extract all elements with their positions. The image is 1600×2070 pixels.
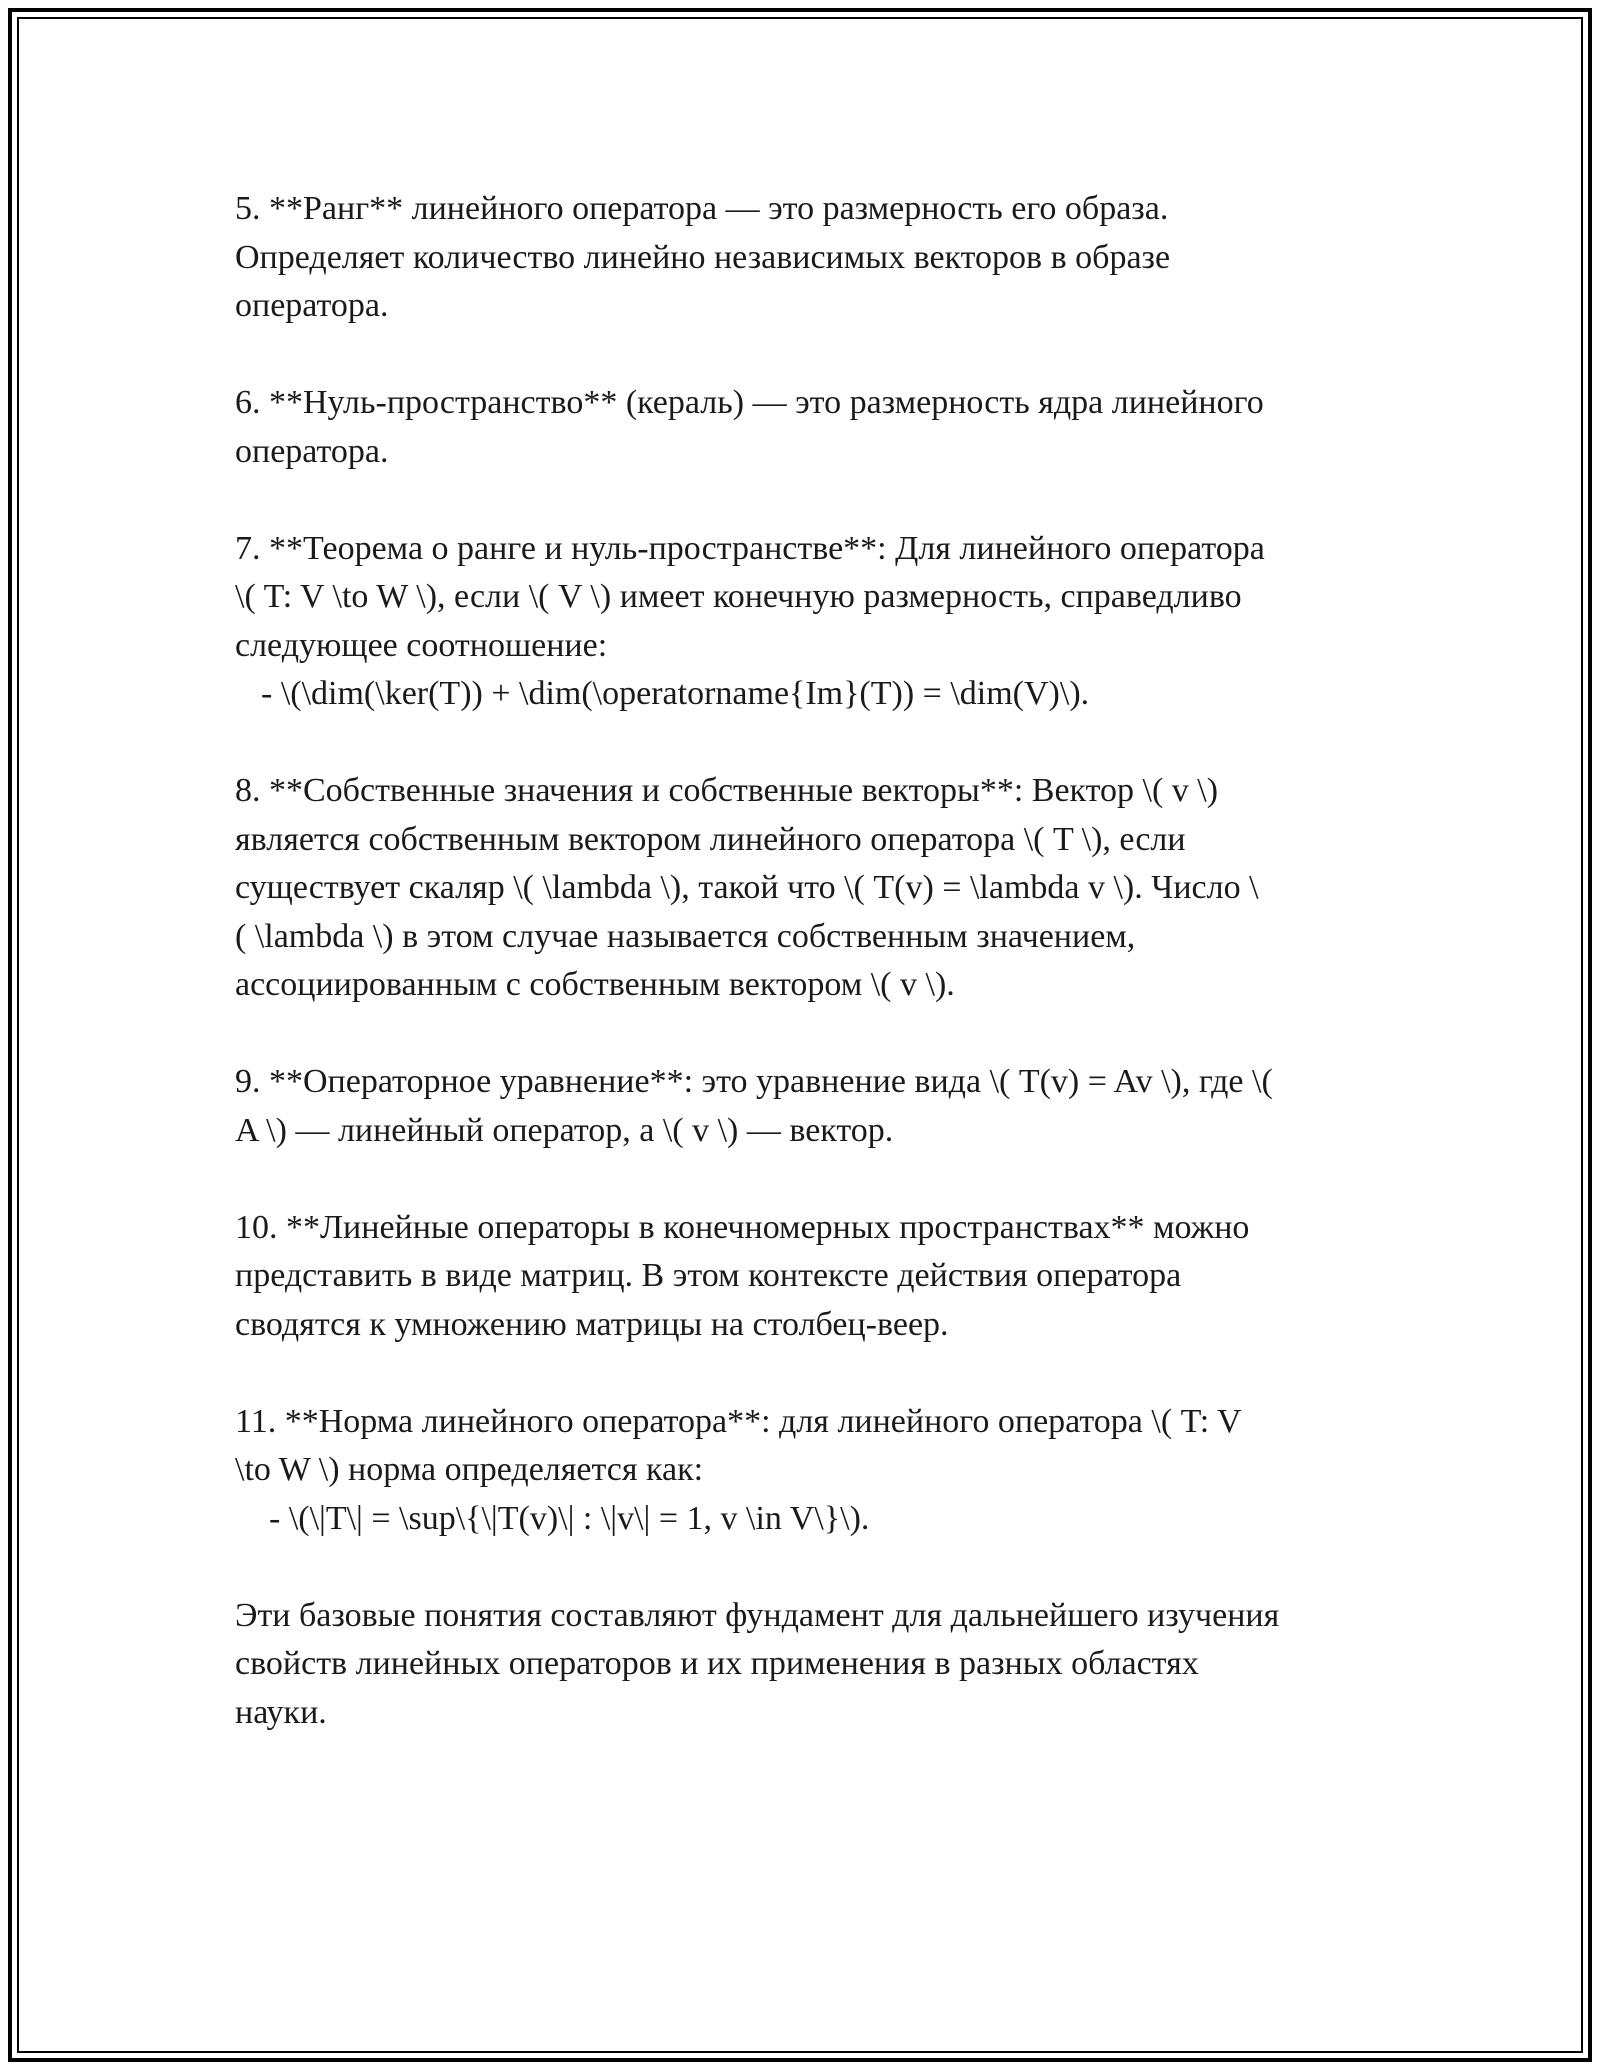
text-line: A \) — линейный оператор, а \( v \) — вектор. (235, 1111, 894, 1149)
text-line: свойств линейных операторов и их применения в разных областях (235, 1645, 1199, 1682)
text-line: сводятся к умножению матрицы на столбец-веер. (235, 1305, 949, 1343)
text-line: 9. **Операторное уравнение**: это уравнение вида \( T(v) = Av \), где \( (235, 1063, 1273, 1100)
paragraph-eigen (235, 767, 1385, 1010)
text-line: 10. **Линейные операторы в конечномерных пространствах** можно (235, 1208, 1250, 1246)
paragraph-matrices (235, 1204, 1385, 1350)
text-line: следующее соотношение: (235, 626, 608, 664)
text-line: 7. **Теорема о ранге и нуль-пространстве**: Для линейного оператора (235, 529, 1265, 567)
document-body (235, 185, 1385, 1786)
text-line: оператора. (235, 287, 389, 324)
text-line: существует скаляр \( \lambda \), такой что \( T(v) = \lambda v \). Число \ (235, 869, 1259, 906)
paragraph-rank (235, 185, 1385, 331)
text-line: 11. **Норма линейного оператора**: для линейного оператора \( T: V (235, 1402, 1242, 1440)
paragraph-rank-nullity-theorem (235, 525, 1385, 719)
formula-rank-nullity: - \(\dim(\ker(T)) + \dim(\operatorname{Im}(T)) = \dim(V)\). (261, 675, 1090, 712)
paragraph-null-space (235, 379, 1385, 476)
paragraph-conclusion (235, 1592, 1385, 1738)
text-line: ассоциированным с собственным вектором \( v \). (235, 966, 955, 1003)
text-line: 5. **Ранг** линейного оператора — это размерность его образа. (235, 190, 1169, 227)
text-line: науки. (235, 1693, 327, 1731)
paragraph-operator-norm (235, 1398, 1385, 1544)
formula-operator-norm: - \(\|T\| = \sup\{\|T(v)\| : \|v\| = 1, v \in V\}\). (269, 1499, 870, 1537)
paragraph-operator-equation (235, 1058, 1385, 1155)
text-line: \to W \) норма определяется как: (235, 1451, 704, 1488)
text-line: представить в виде матриц. В этом контексте действия оператора (235, 1257, 1182, 1294)
text-line: \( T: V \to W \), если \( V \) имеет конечную размерность, справедливо (235, 578, 1242, 615)
text-line: Определяет количество линейно независимых векторов в образе (235, 238, 1171, 276)
text-line: оператора. (235, 432, 389, 470)
text-line: является собственным вектором линейного оператора \( T \), если (235, 820, 1186, 858)
text-line: 8. **Собственные значения и собственные векторы**: Вектор \( v \) (235, 772, 1219, 809)
text-line: ( \lambda \) в этом случае называется собственным значением, (235, 917, 1136, 955)
text-line: 6. **Нуль-пространство** (кераль) — это размерность ядра линейного (235, 384, 1264, 421)
text-line: Эти базовые понятия составляют фундамент для дальнейшего изучения (235, 1596, 1280, 1634)
